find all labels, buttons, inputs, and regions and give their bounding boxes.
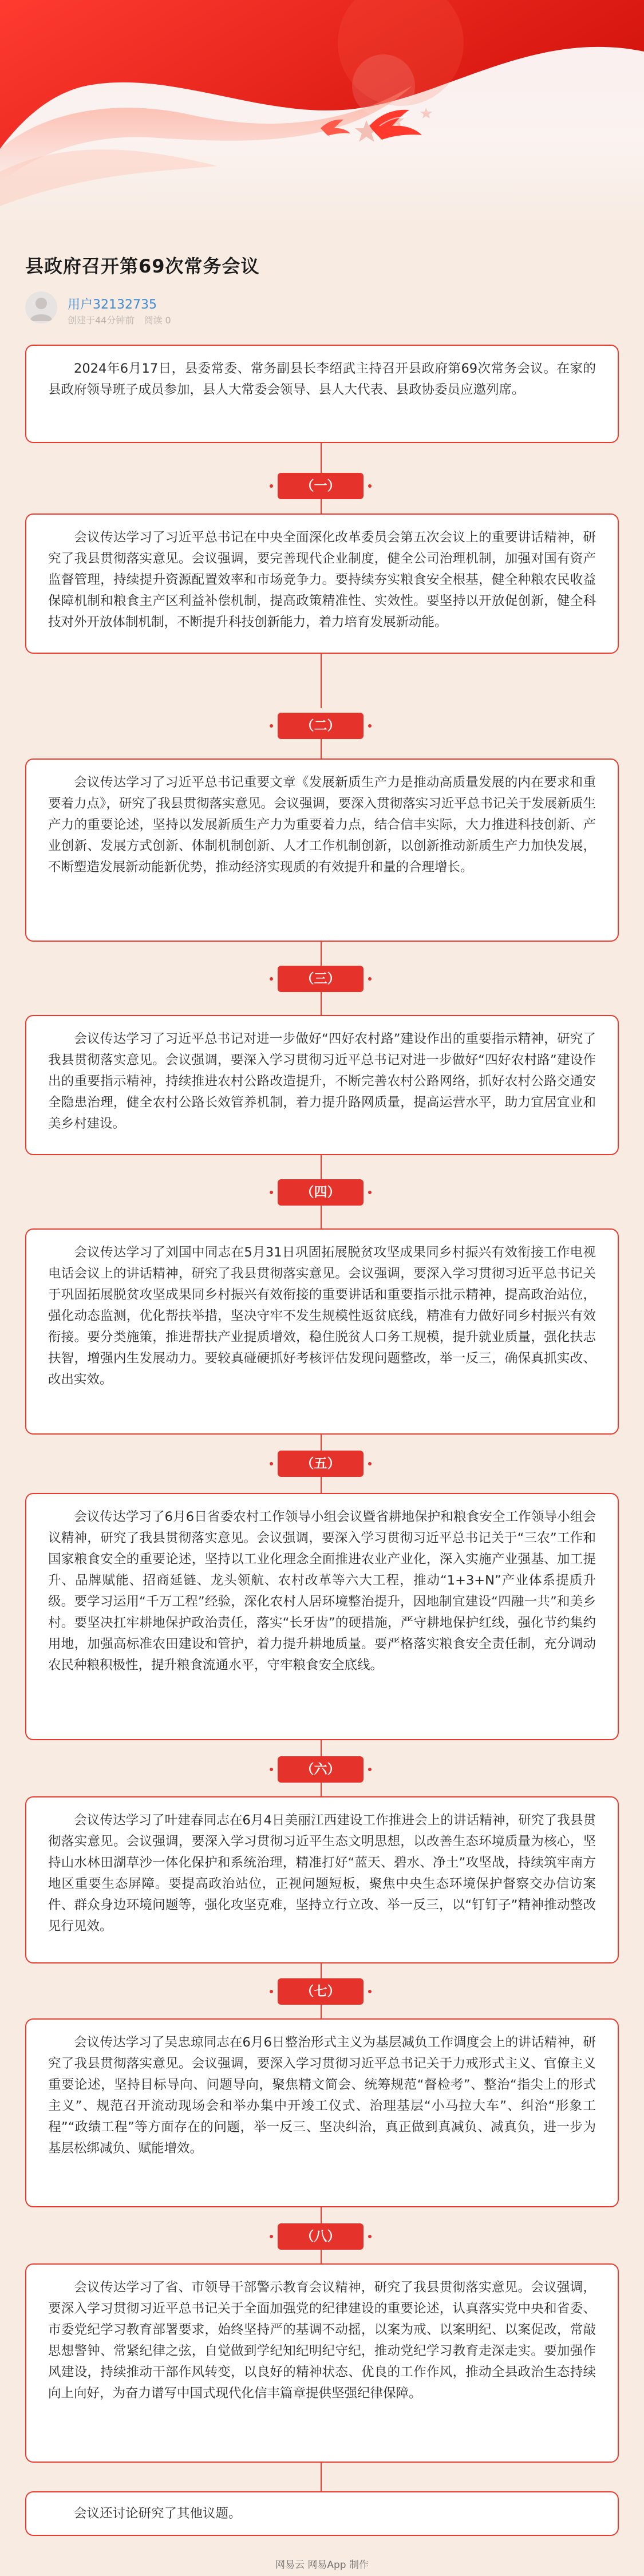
section-text-6: 会议传达学习了叶建春同志在6月4日美丽江西建设工作推进会上的讲话精神，研究了我县贯彻落实意见。会议强调，要深入学习贯彻习近平生态文明思想，以改善生态环境质量为核心，坚持山水林田湖草沙一体化保护和系统治理，精准打好“蓝天、碧水、净土”攻坚战，持续筑牢南方地区重要生态屏障。要提高政治站位，正视问题短板，聚焦中央生态环境保护督察交办信访案件、群众身边环境问题等，强化攻坚克难，坚持立行立改、举一反三，以“钉钉子”精神推动整改见行见效。	[48, 1813, 596, 1934]
intro-text: 2024年6月17日，县委常委、常务副县长李绍武主持召开县政府第69次常务会议。在家的县政府领导班子成员参加，县人大常委会领导、县人大代表、县政协委员应邀列席。	[48, 361, 596, 397]
section-text-2: 会议传达学习了习近平总书记重要文章《发展新质生产力是推动高质量发展的内在要求和重要着力点》，研究了我县贯彻落实意见。会议强调，要深入贯彻落实习近平总书记关于发展新质生产力的重要论述，坚持以发展新质生产力为重要着力点，结合信丰实际，大力推进科技创新、产业创新、发展方式创新、体制机制创新、人才工作机制创新，以创新推动新质生产力加快发展，不断塑造发展新动能新优势，推动经济实现质的有效提升和量的合理增长。	[48, 775, 596, 875]
page-title: 县政府召开第69次常务会议	[25, 255, 260, 277]
section-label-2: （二）	[278, 713, 364, 739]
user-icon	[25, 291, 57, 323]
section-label-7: （七）	[278, 1978, 364, 2005]
closing-text: 会议还讨论研究了其他议题。	[74, 2506, 242, 2521]
header-banner	[0, 0, 644, 229]
section-label-1: （一）	[278, 473, 364, 499]
section-card-1	[25, 513, 619, 654]
section-label-4: （四）	[278, 1179, 364, 1206]
author-meta	[68, 313, 178, 326]
intro-card	[25, 345, 619, 443]
section-card-3	[25, 1015, 619, 1155]
created-time: 创建于44分钟前	[68, 315, 135, 326]
section-text-8: 会议传达学习了省、市领导干部警示教育会议精神，研究了我县贯彻落实意见。会议强调，要深入学习贯彻习近平总书记关于全面加强党的纪律建设的重要论述，认真落实党中央和省委、市委党纪学习教育部署要求，始终坚持严的基调不动摇，以案为戒、以案明纪、以案促改，常敲思想警钟、常紧纪律之弦，自觉做到学纪知纪明纪守纪，推动党纪学习教育走深走实。要加强作风建设，持续推动干部作风转变，以良好的精神状态、优良的工作作风，推动全县政治生态持续向上向好，为奋力谱写中国式现代化信丰篇章提供坚强纪律保障。	[48, 2280, 596, 2401]
read-count: 阅读 0	[144, 315, 171, 326]
section-text-3: 会议传达学习了习近平总书记对进一步做好“四好农村路”建设作出的重要指示精神，研究了我县贯彻落实意见。会议强调，要深入学习贯彻习近平总书记对进一步做好“四好农村路”建设作出的重要指示精神，持续推进农村公路改造提升，不断完善农村公路网络，抓好农村公路交通安全隐患治理，健全农村公路长效管养机制，着力提升路网质量，提高运营水平，助力宜居宜业和美乡村建设。	[48, 1032, 596, 1131]
section-label-5: （五）	[278, 1451, 364, 1477]
section-text-4: 会议传达学习了刘国中同志在5月31日巩固拓展脱贫攻坚成果同乡村振兴有效衔接工作电视电话会议上的讲话精神，研究了我县贯彻落实意见。会议强调，要深入学习贯彻习近平总书记关于巩固拓展脱贫攻坚成果同乡村振兴有效衔接的重要讲话和重要指示批示精神，提高政治站位，强化动态监测，优化帮扶举措，坚决守牢不发生规模性返贫底线，精准有力做好同乡村振兴有效衔接。要分类施策，推进帮扶产业提质增效，稳住脱贫人口务工规模，提升就业质量，强化扶志扶智，增强内生发展动力。要较真碰硬抓好考核评估发现问题整改，举一反三，确保真抓实改、改出实效。	[48, 1245, 596, 1387]
footer-credit[interactable]: 网易云 网易App 制作	[275, 2559, 369, 2571]
section-card-6	[25, 1796, 619, 1963]
closing-card	[25, 2491, 619, 2536]
banner-graphic	[0, 0, 644, 229]
section-label-8: （八）	[278, 2223, 364, 2250]
author-name[interactable]: 用户32132735	[68, 298, 157, 312]
section-card-5	[25, 1493, 619, 1740]
section-card-7	[25, 2018, 619, 2207]
section-card-8	[25, 2263, 619, 2463]
section-text-7: 会议传达学习了吴忠琼同志在6月6日整治形式主义为基层减负工作调度会上的讲话精神，研究了我县贯彻落实意见。会议强调，要深入学习贯彻习近平总书记关于力戒形式主义、官僚主义重要论述，坚持目标导向、问题导向，聚焦精文简会、统筹规范“督检考”、整治“指尖上的形式主义”、规范召开流动现场会和举办集中开竣工仪式、治理基层“小马拉大车”、纠治“形象工程”“政绩工程”等方面存在的问题，举一反三、坚决纠治，真正做到真减负、减真负，进一步为基层松绑减负、赋能增效。	[48, 2035, 596, 2156]
section-label-3: （三）	[278, 966, 364, 992]
section-card-4	[25, 1228, 619, 1435]
section-text-1: 会议传达学习了习近平总书记在中央全面深化改革委员会第五次会议上的重要讲话精神，研究了我县贯彻落实意见。会议强调，要完善现代企业制度，健全公司治理机制，加强对国有资产监督管理，持续提升资源配置效率和市场竞争力。要持续夯实粮食安全根基，健全种粮农民收益保障机制和粮食主产区利益补偿机制，提高政策精准性、实效性。要坚持以开放促创新，健全科技对外开放体制机制，不断提升科技创新能力，着力培育发展新动能。	[48, 530, 596, 630]
avatar[interactable]	[25, 291, 57, 323]
section-card-2	[25, 758, 619, 942]
section-text-5: 会议传达学习了6月6日省委农村工作领导小组会议暨省耕地保护和粮食安全工作领导小组会议精神，研究了我县贯彻落实意见。会议强调，要深入学习贯彻习近平总书记关于“三农”工作和国家粮食安全的重要论述，坚持以工业化理念全面推进农业产业化，深入实施产业强基、加工提升、品牌赋能、招商延链、龙头领航、农村改革等六大工程，推动“1+3+N”产业体系提质升级。要学习运用“千万工程”经验，深化农村人居环境整治提升，因地制宜建设“四融一共”和美乡村。要坚决扛牢耕地保护政治责任，落实“长牙齿”的硬措施，严守耕地保护红线，强化节约集约用地，加强高标准农田建设和管护，着力提升耕地质量。要严格落实粮食安全责任制，充分调动农民种粮积极性，提升粮食流通水平，守牢粮食安全底线。	[48, 1510, 596, 1673]
section-label-6: （六）	[278, 1756, 364, 1783]
